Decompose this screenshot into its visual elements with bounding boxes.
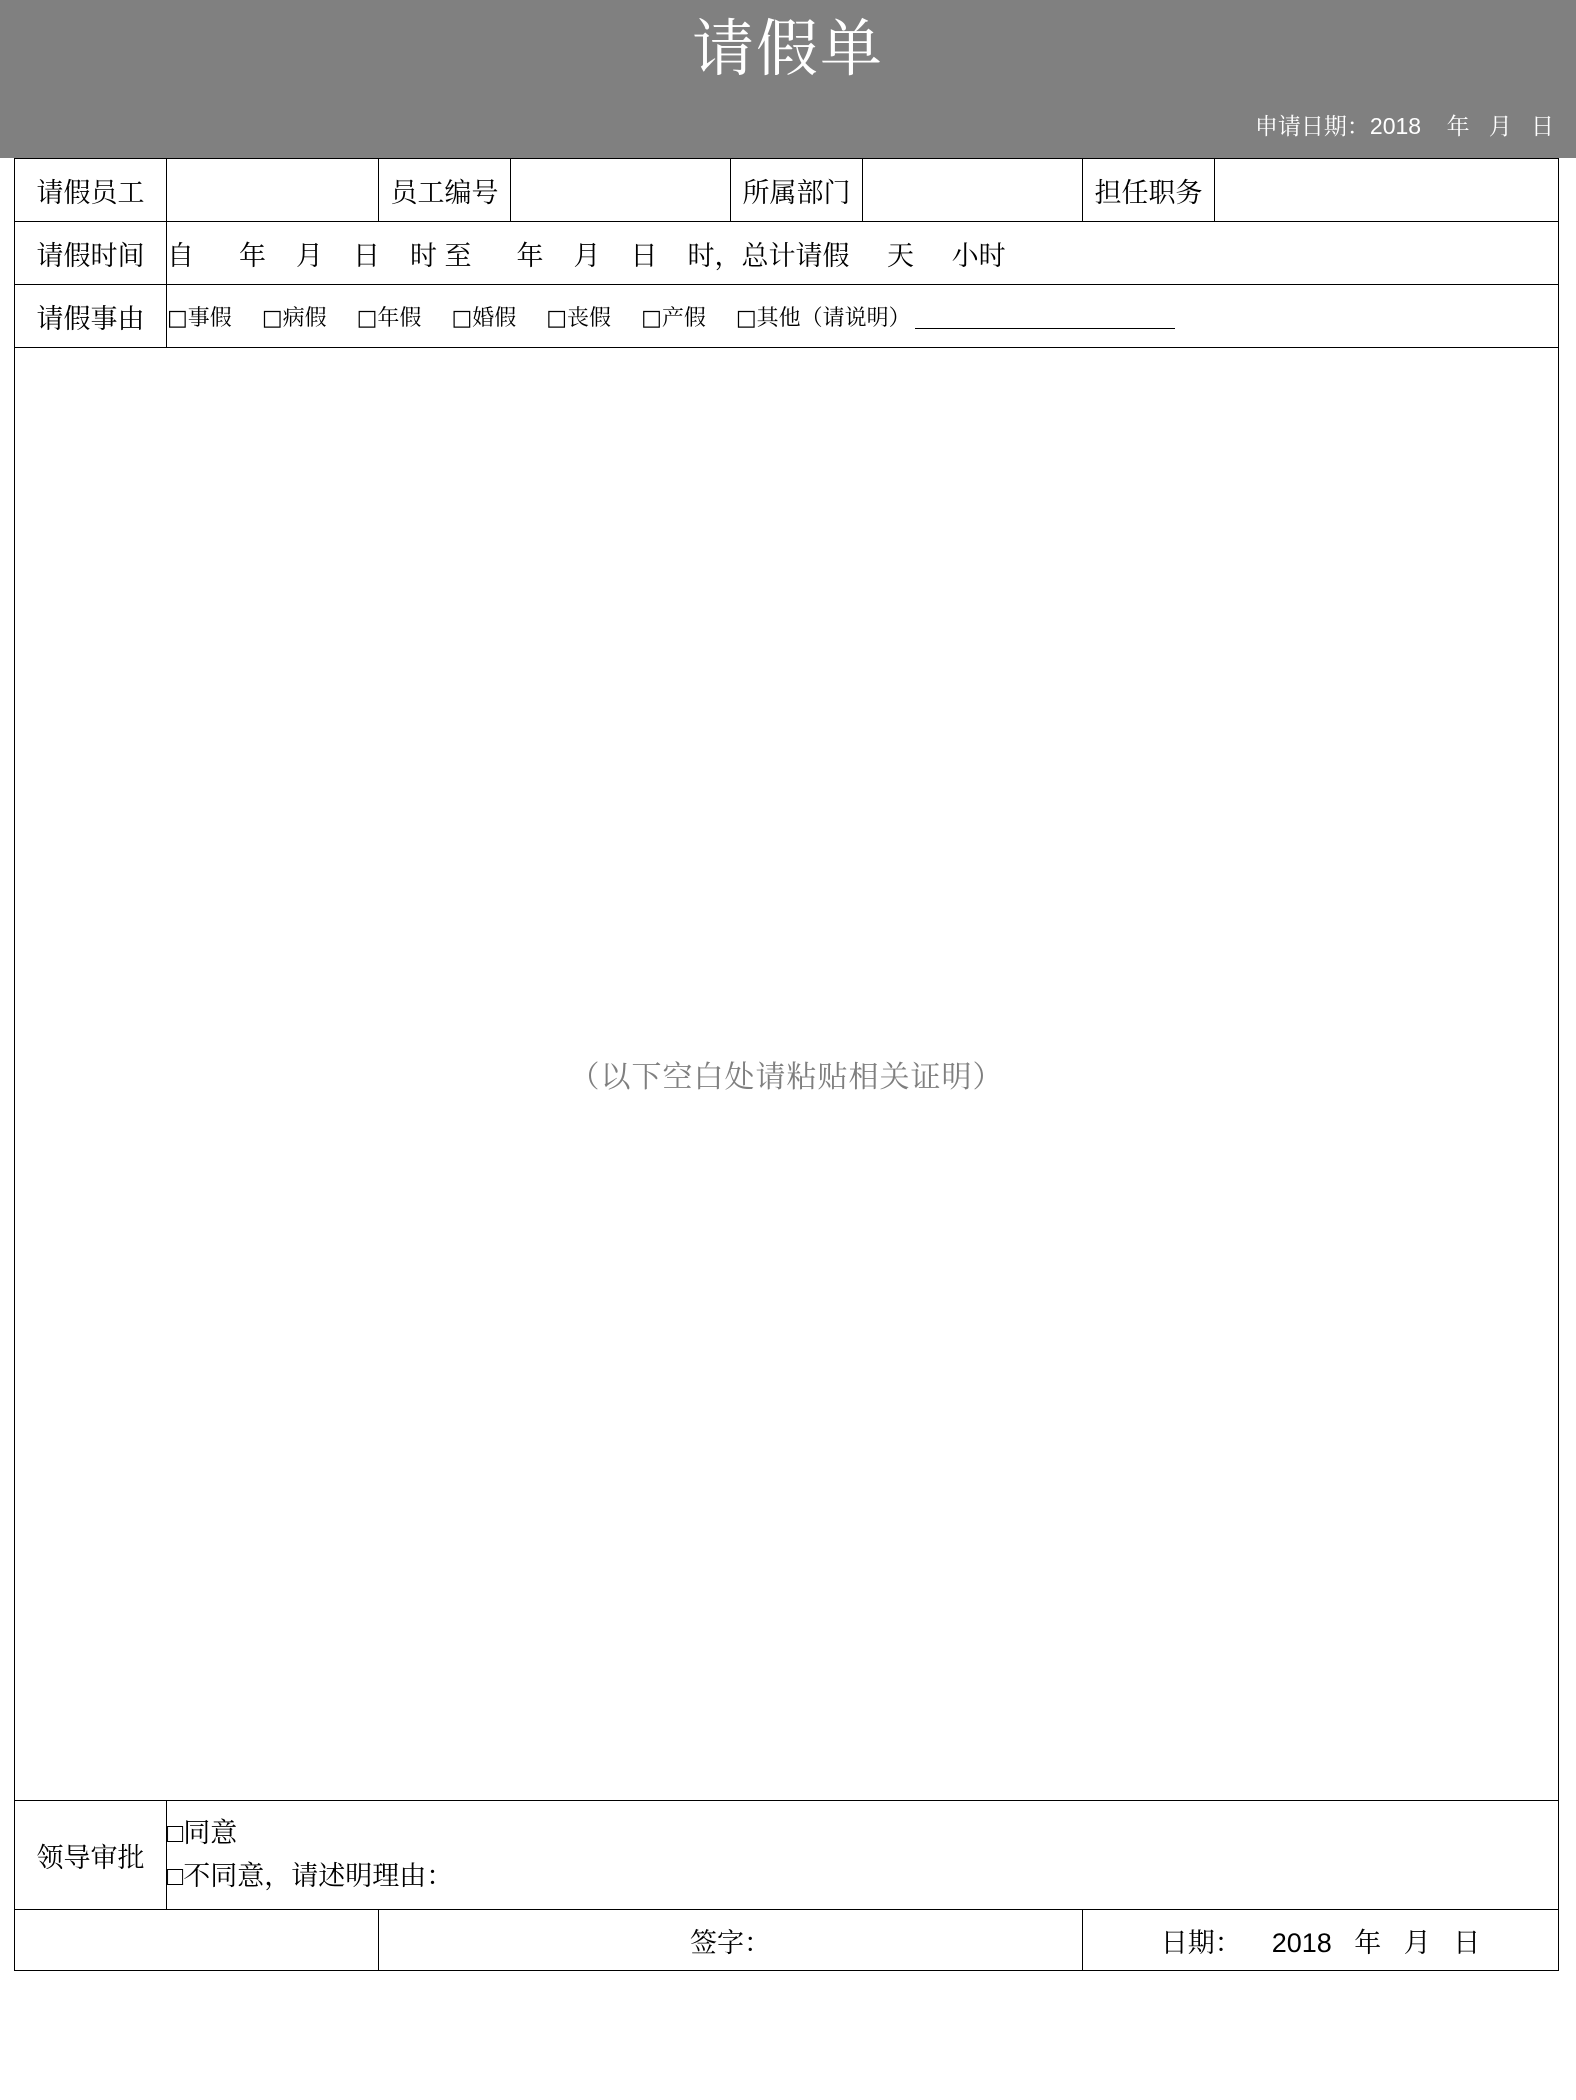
input-position[interactable] (1215, 159, 1559, 222)
checkbox-maternity-leave[interactable]: □产假 (641, 305, 706, 331)
label-leave-reason: 请假事由 (15, 285, 167, 348)
checkbox-marriage-leave[interactable]: □婚假 (451, 305, 517, 331)
label-employee-id: 员工编号 (379, 159, 511, 222)
label-position: 担任职务 (1083, 159, 1215, 222)
checkbox-sick-leave[interactable]: □病假 (261, 305, 327, 331)
checkbox-other-leave[interactable]: □其他（请说明） (735, 305, 911, 331)
checkbox-bereavement-leave[interactable]: □丧假 (546, 305, 612, 331)
table-row-employee (15, 159, 1559, 222)
input-employee-name[interactable] (167, 159, 379, 222)
label-department: 所属部门 (731, 159, 863, 222)
attachment-paste-note: （以下空白处请粘贴相关证明） (569, 1061, 1004, 1094)
label-employee: 请假员工 (15, 159, 167, 222)
approval-date-field[interactable]: 日期： 2018 年 月 日 (1083, 1910, 1559, 1971)
table-row-approval (15, 1801, 1559, 1910)
checkbox-annual-leave[interactable]: □年假 (356, 305, 422, 331)
table-row-leave-reason (15, 285, 1559, 348)
attachment-paste-area[interactable] (15, 348, 1559, 1801)
page-title: 请假单 (691, 15, 884, 84)
input-other-leave-detail[interactable] (915, 304, 1175, 329)
approval-options (167, 1801, 1559, 1910)
input-leave-time-text[interactable]: 自 年 月 日 时 至 年 月 日 时，总计请假 天 小时 (167, 222, 1559, 285)
label-leave-time: 请假时间 (15, 222, 167, 285)
checkbox-personal-leave[interactable]: □事假 (167, 305, 232, 331)
signature-field[interactable]: 签字： (379, 1910, 1083, 1971)
checkbox-approve-disagree[interactable]: □不同意，请述明理由： (167, 1861, 454, 1891)
leave-reason-options (167, 285, 1559, 348)
table-row-signature (15, 1910, 1559, 1971)
application-date-text: 申请日期：2018 年 月 日 (1254, 113, 1554, 139)
table-row-blank-area (15, 348, 1559, 1801)
label-leader-approval: 领导审批 (15, 1801, 167, 1910)
checkbox-approve-agree[interactable]: □同意 (167, 1818, 238, 1848)
input-employee-id[interactable] (511, 159, 731, 222)
form-header-band (0, 0, 1576, 158)
input-department[interactable] (863, 159, 1083, 222)
table-row-leave-time (15, 222, 1559, 285)
signature-spacer-cell (15, 1910, 379, 1971)
leave-request-table (14, 158, 1559, 1971)
